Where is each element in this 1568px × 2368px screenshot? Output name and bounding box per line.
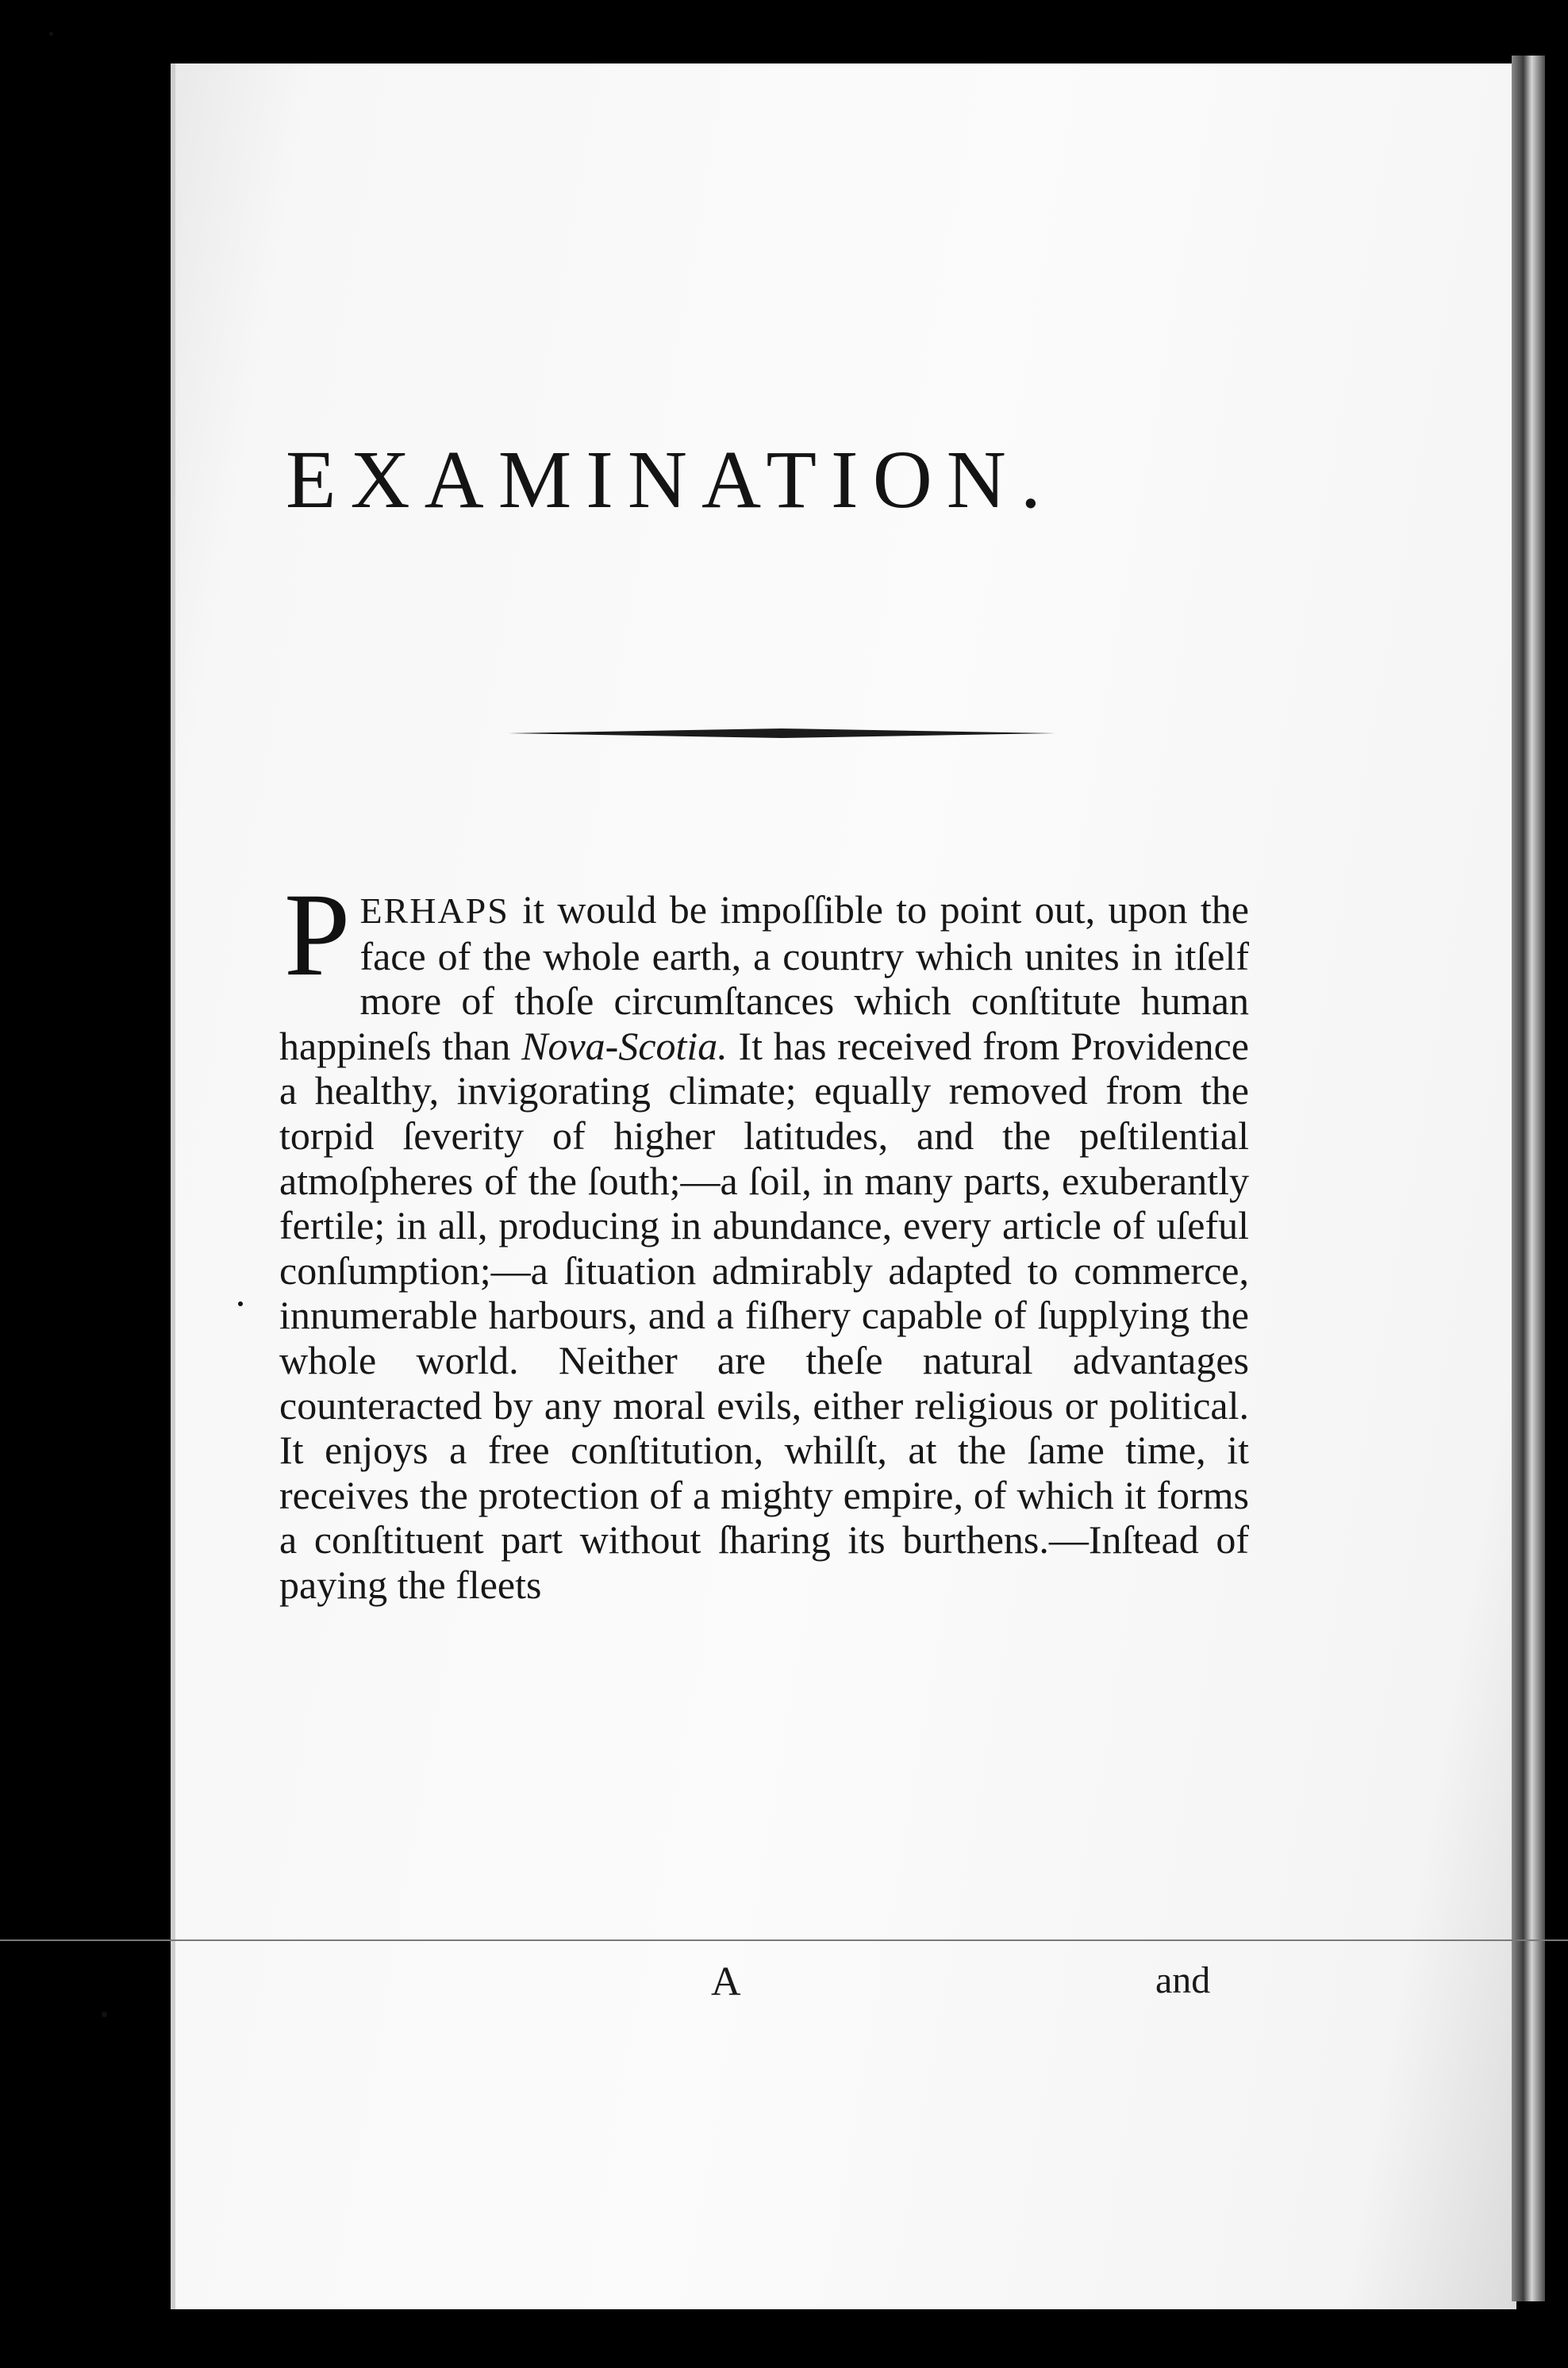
body-paragraph (279, 869, 1249, 1608)
scan-speck (102, 2012, 107, 2017)
scan-speck (238, 1301, 243, 1306)
opening-word: ERHAPS (359, 890, 509, 931)
body-text-part-1: it would be impoſſible to point out, upon the face of the whole earth, a country which unites in itſelf more of thoſe circumſtances which conſtitute human happineſs than (279, 887, 1249, 1068)
page-edge (1512, 56, 1545, 2301)
ornamental-rule (508, 728, 1055, 738)
body-text-part-2: It has received from Providence a healthy, invigorating climate; equally removed from the torpid ſeverity of higher latitudes, and the peſtilential atmoſpheres of the ſouth;—a ſoil, in many parts, exuberantly fertile; in all, producing in abundance, every article of uſeful conſumption;—a ſituation admirably adapted to commerce, innumerable harbours, and a fiſhery capable of ſupplying the whole world. Neither are theſe natural advantages counteracted by any moral evils, either religious or political. It enjoys a free conſtitution, whilſt, at the ſame time, it receives the protection of a mighty empire, of which it forms a conſtituent part without ſharing its burthens.—Inſtead of paying the fleets (279, 1023, 1249, 1607)
scan-speck (49, 32, 53, 36)
catchword: and (1155, 1959, 1211, 2001)
place-name: Nova-Scotia. (521, 1023, 728, 1068)
drop-cap: P (284, 869, 351, 1001)
page-heading: EXAMINATION. (286, 434, 1055, 525)
signature-mark: A (711, 1959, 741, 2005)
scan-artifact-line (0, 1939, 1568, 1941)
